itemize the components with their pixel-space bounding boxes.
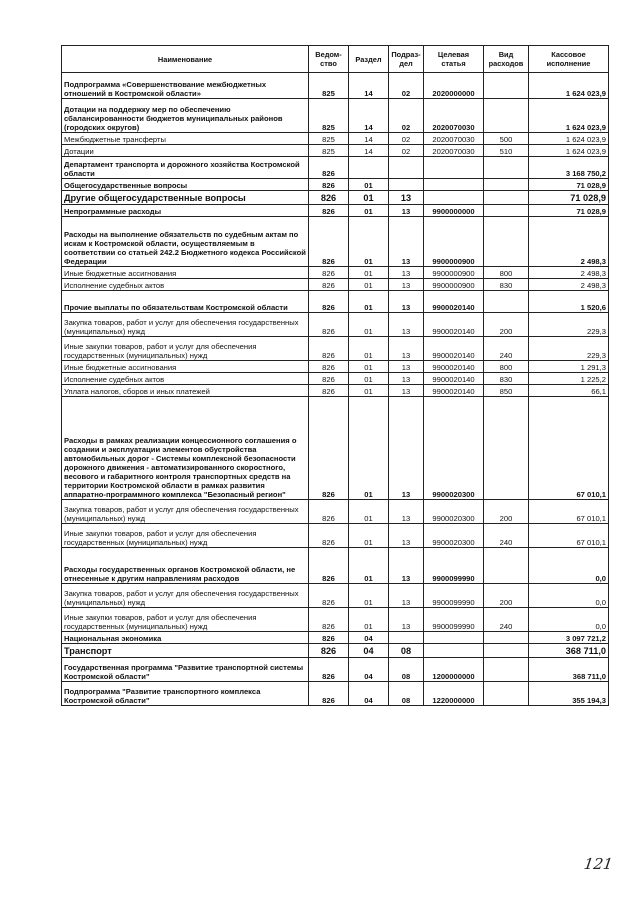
row-expense-type-cell xyxy=(484,291,529,313)
row-section-cell: 01 xyxy=(349,267,389,279)
row-name-cell: Иные бюджетные ассигнования xyxy=(62,361,309,373)
row-name-cell: Непрограммные расходы xyxy=(62,205,309,217)
row-target-article-cell: 9900020300 xyxy=(424,397,484,500)
row-amount-cell: 71 028,9 xyxy=(529,191,609,205)
row-name-cell: Общегосударственные вопросы xyxy=(62,179,309,191)
row-expense-type-cell: 510 xyxy=(484,145,529,157)
row-name-cell: Уплата налогов, сборов и иных платежей xyxy=(62,385,309,397)
row-department-cell: 826 xyxy=(309,584,349,608)
row-name-cell: Расходы государственных органов Костромской области, не отнесенные к другим направлениям расходов xyxy=(62,548,309,584)
row-subsection-cell: 13 xyxy=(389,279,424,291)
row-expense-type-cell xyxy=(484,179,529,191)
row-section-cell: 01 xyxy=(349,337,389,361)
row-amount-cell: 66,1 xyxy=(529,385,609,397)
row-name-cell: Другие общегосударственные вопросы xyxy=(62,191,309,205)
row-department-cell: 826 xyxy=(309,373,349,385)
row-amount-cell: 1 520,6 xyxy=(529,291,609,313)
row-target-article-cell: 9900099990 xyxy=(424,548,484,584)
table-row xyxy=(62,205,609,217)
row-department-cell: 826 xyxy=(309,361,349,373)
row-expense-type-cell: 200 xyxy=(484,584,529,608)
row-name-cell: Дотации xyxy=(62,145,309,157)
row-name-cell: Расходы в рамках реализации концессионного соглашения о создании и эксплуатации элементов обустройства автомобильных дорог - Системы комплексной безопасности дорожного движения - автоматизированного скоростного, весового и габаритного контроля транспортных средств на территории Костромской области в рамках развития аппаратно-программного комплекса "Безопасный регион" xyxy=(62,397,309,500)
table-row xyxy=(62,632,609,644)
row-target-article-cell: 2020070030 xyxy=(424,145,484,157)
row-subsection-cell xyxy=(389,179,424,191)
row-department-cell: 826 xyxy=(309,191,349,205)
row-subsection-cell: 13 xyxy=(389,291,424,313)
row-target-article-cell: 9900000900 xyxy=(424,217,484,267)
row-subsection-cell: 02 xyxy=(389,99,424,133)
row-department-cell: 826 xyxy=(309,291,349,313)
row-section-cell: 01 xyxy=(349,584,389,608)
header-section: Раздел xyxy=(349,46,389,73)
row-department-cell: 826 xyxy=(309,179,349,191)
row-amount-cell: 0,0 xyxy=(529,584,609,608)
table-row xyxy=(62,313,609,337)
row-target-article-cell xyxy=(424,157,484,179)
row-target-article-cell: 9900000900 xyxy=(424,279,484,291)
row-name-cell: Транспорт xyxy=(62,644,309,658)
row-department-cell: 826 xyxy=(309,337,349,361)
row-expense-type-cell: 200 xyxy=(484,313,529,337)
table-row xyxy=(62,337,609,361)
row-name-cell: Исполнение судебных актов xyxy=(62,373,309,385)
row-department-cell: 826 xyxy=(309,608,349,632)
table-row xyxy=(62,548,609,584)
row-expense-type-cell: 830 xyxy=(484,279,529,291)
row-target-article-cell: 1200000000 xyxy=(424,658,484,682)
row-section-cell: 01 xyxy=(349,397,389,500)
row-subsection-cell: 13 xyxy=(389,217,424,267)
row-subsection-cell: 08 xyxy=(389,682,424,706)
row-name-cell: Государственная программа "Развитие транспортной системы Костромской области" xyxy=(62,658,309,682)
row-target-article-cell: 9900020300 xyxy=(424,500,484,524)
table-row xyxy=(62,373,609,385)
row-target-article-cell xyxy=(424,632,484,644)
row-amount-cell: 71 028,9 xyxy=(529,179,609,191)
row-expense-type-cell xyxy=(484,548,529,584)
row-section-cell: 01 xyxy=(349,291,389,313)
row-expense-type-cell xyxy=(484,658,529,682)
row-section-cell: 01 xyxy=(349,373,389,385)
row-name-cell: Департамент транспорта и дорожного хозяйства Костромской области xyxy=(62,157,309,179)
row-target-article-cell xyxy=(424,179,484,191)
row-name-cell: Иные закупки товаров, работ и услуг для обеспечения государственных (муниципальных) нужд xyxy=(62,524,309,548)
row-subsection-cell: 08 xyxy=(389,658,424,682)
row-department-cell: 826 xyxy=(309,157,349,179)
row-expense-type-cell: 240 xyxy=(484,337,529,361)
row-expense-type-cell: 800 xyxy=(484,267,529,279)
row-department-cell: 826 xyxy=(309,267,349,279)
row-amount-cell: 368 711,0 xyxy=(529,644,609,658)
row-expense-type-cell: 830 xyxy=(484,373,529,385)
row-name-cell: Прочие выплаты по обязательствам Костромской области xyxy=(62,291,309,313)
row-amount-cell: 2 498,3 xyxy=(529,267,609,279)
row-name-cell: Расходы на выполнение обязательств по судебным актам по искам к Костромской области, осуществляемым в соответствии со статьей 242.2 Бюджетного кодекса Российской Федерации xyxy=(62,217,309,267)
row-target-article-cell: 9900000000 xyxy=(424,205,484,217)
row-section-cell: 04 xyxy=(349,644,389,658)
row-section-cell: 01 xyxy=(349,313,389,337)
row-amount-cell: 1 624 023,9 xyxy=(529,133,609,145)
row-amount-cell: 229,3 xyxy=(529,337,609,361)
row-section-cell: 01 xyxy=(349,179,389,191)
row-target-article-cell: 2020070030 xyxy=(424,133,484,145)
row-target-article-cell: 9900020140 xyxy=(424,291,484,313)
row-expense-type-cell: 500 xyxy=(484,133,529,145)
row-expense-type-cell: 200 xyxy=(484,500,529,524)
row-section-cell: 01 xyxy=(349,279,389,291)
table-row xyxy=(62,217,609,267)
row-department-cell: 826 xyxy=(309,548,349,584)
row-name-cell: Закупка товаров, работ и услуг для обеспечения государственных (муниципальных) нужд xyxy=(62,500,309,524)
table-row xyxy=(62,644,609,658)
row-amount-cell: 3 097 721,2 xyxy=(529,632,609,644)
row-department-cell: 826 xyxy=(309,279,349,291)
row-section-cell xyxy=(349,157,389,179)
header-expense-type: Вид расходов xyxy=(484,46,529,73)
row-department-cell: 825 xyxy=(309,99,349,133)
table-row xyxy=(62,191,609,205)
table-row xyxy=(62,73,609,99)
row-target-article-cell: 9900020140 xyxy=(424,337,484,361)
row-amount-cell: 229,3 xyxy=(529,313,609,337)
row-subsection-cell: 13 xyxy=(389,267,424,279)
row-amount-cell: 2 498,3 xyxy=(529,279,609,291)
row-expense-type-cell: 240 xyxy=(484,524,529,548)
row-department-cell: 826 xyxy=(309,500,349,524)
row-subsection-cell: 02 xyxy=(389,73,424,99)
row-subsection-cell: 13 xyxy=(389,205,424,217)
table-row xyxy=(62,608,609,632)
row-subsection-cell: 13 xyxy=(389,500,424,524)
row-subsection-cell: 02 xyxy=(389,133,424,145)
row-amount-cell: 0,0 xyxy=(529,548,609,584)
row-name-cell: Национальная экономика xyxy=(62,632,309,644)
table-row xyxy=(62,145,609,157)
row-expense-type-cell xyxy=(484,632,529,644)
row-section-cell: 01 xyxy=(349,608,389,632)
table-row xyxy=(62,267,609,279)
row-amount-cell: 368 711,0 xyxy=(529,658,609,682)
row-subsection-cell: 13 xyxy=(389,524,424,548)
row-name-cell: Подпрограмма «Совершенствование межбюджетных отношений в Костромской области» xyxy=(62,73,309,99)
row-section-cell: 14 xyxy=(349,99,389,133)
row-expense-type-cell xyxy=(484,205,529,217)
row-amount-cell: 71 028,9 xyxy=(529,205,609,217)
row-target-article-cell: 9900099990 xyxy=(424,608,484,632)
row-section-cell: 14 xyxy=(349,133,389,145)
row-department-cell: 826 xyxy=(309,658,349,682)
row-amount-cell: 1 291,3 xyxy=(529,361,609,373)
row-target-article-cell xyxy=(424,191,484,205)
row-subsection-cell: 08 xyxy=(389,644,424,658)
row-department-cell: 826 xyxy=(309,644,349,658)
row-department-cell: 826 xyxy=(309,313,349,337)
row-target-article-cell: 1220000000 xyxy=(424,682,484,706)
row-expense-type-cell xyxy=(484,217,529,267)
table-row xyxy=(62,524,609,548)
row-amount-cell: 2 498,3 xyxy=(529,217,609,267)
row-department-cell: 826 xyxy=(309,682,349,706)
row-section-cell: 04 xyxy=(349,682,389,706)
row-expense-type-cell: 850 xyxy=(484,385,529,397)
table-row xyxy=(62,291,609,313)
row-department-cell: 825 xyxy=(309,145,349,157)
table-row xyxy=(62,179,609,191)
table-row xyxy=(62,385,609,397)
row-name-cell: Иные закупки товаров, работ и услуг для обеспечения государственных (муниципальных) нужд xyxy=(62,337,309,361)
row-amount-cell: 3 168 750,2 xyxy=(529,157,609,179)
row-subsection-cell: 13 xyxy=(389,361,424,373)
row-target-article-cell: 9900020140 xyxy=(424,373,484,385)
row-name-cell: Закупка товаров, работ и услуг для обеспечения государственных (муниципальных) нужд xyxy=(62,313,309,337)
row-department-cell: 825 xyxy=(309,73,349,99)
row-section-cell: 01 xyxy=(349,524,389,548)
header-row xyxy=(62,46,609,73)
row-section-cell: 01 xyxy=(349,361,389,373)
row-subsection-cell: 02 xyxy=(389,145,424,157)
row-name-cell: Иные бюджетные ассигнования xyxy=(62,267,309,279)
table-row xyxy=(62,500,609,524)
row-subsection-cell: 13 xyxy=(389,385,424,397)
header-target-article: Целевая статья xyxy=(424,46,484,73)
table-row xyxy=(62,361,609,373)
row-expense-type-cell: 800 xyxy=(484,361,529,373)
row-subsection-cell: 13 xyxy=(389,397,424,500)
header-cash-execution: Кассовое исполнение xyxy=(529,46,609,73)
row-target-article-cell: 9900099990 xyxy=(424,584,484,608)
row-section-cell: 01 xyxy=(349,385,389,397)
row-section-cell: 04 xyxy=(349,632,389,644)
row-department-cell: 826 xyxy=(309,632,349,644)
table-body xyxy=(62,73,609,706)
header-subsection: Подраз-дел xyxy=(389,46,424,73)
header-name: Наименование xyxy=(62,46,309,73)
row-expense-type-cell xyxy=(484,644,529,658)
row-section-cell: 04 xyxy=(349,658,389,682)
row-target-article-cell xyxy=(424,644,484,658)
row-expense-type-cell: 240 xyxy=(484,608,529,632)
row-amount-cell: 1 225,2 xyxy=(529,373,609,385)
budget-sheet xyxy=(61,45,608,706)
row-subsection-cell: 13 xyxy=(389,548,424,584)
row-name-cell: Исполнение судебных актов xyxy=(62,279,309,291)
table-row xyxy=(62,99,609,133)
table-row xyxy=(62,397,609,500)
row-expense-type-cell xyxy=(484,191,529,205)
row-expense-type-cell xyxy=(484,397,529,500)
table-row xyxy=(62,279,609,291)
table-row xyxy=(62,658,609,682)
row-target-article-cell: 9900020140 xyxy=(424,385,484,397)
budget-table xyxy=(61,45,609,706)
row-subsection-cell xyxy=(389,632,424,644)
row-subsection-cell: 13 xyxy=(389,313,424,337)
row-department-cell: 826 xyxy=(309,385,349,397)
row-section-cell: 14 xyxy=(349,145,389,157)
row-name-cell: Закупка товаров, работ и услуг для обеспечения государственных (муниципальных) нужд xyxy=(62,584,309,608)
row-department-cell: 826 xyxy=(309,397,349,500)
row-section-cell: 01 xyxy=(349,191,389,205)
row-target-article-cell: 2020000000 xyxy=(424,73,484,99)
row-target-article-cell: 9900020140 xyxy=(424,361,484,373)
table-row xyxy=(62,133,609,145)
row-amount-cell: 67 010,1 xyxy=(529,524,609,548)
row-subsection-cell: 13 xyxy=(389,373,424,385)
table-row xyxy=(62,584,609,608)
row-amount-cell: 0,0 xyxy=(529,608,609,632)
row-section-cell: 01 xyxy=(349,500,389,524)
row-amount-cell: 1 624 023,9 xyxy=(529,73,609,99)
row-expense-type-cell xyxy=(484,682,529,706)
row-name-cell: Подпрограмма "Развитие транспортного комплекса Костромской области" xyxy=(62,682,309,706)
row-department-cell: 826 xyxy=(309,205,349,217)
row-amount-cell: 67 010,1 xyxy=(529,500,609,524)
row-expense-type-cell xyxy=(484,157,529,179)
row-section-cell: 01 xyxy=(349,217,389,267)
row-target-article-cell: 9900020140 xyxy=(424,313,484,337)
row-subsection-cell: 13 xyxy=(389,584,424,608)
row-name-cell: Межбюджетные трансферты xyxy=(62,133,309,145)
row-section-cell: 14 xyxy=(349,73,389,99)
table-row xyxy=(62,682,609,706)
row-subsection-cell: 13 xyxy=(389,608,424,632)
row-department-cell: 825 xyxy=(309,133,349,145)
row-target-article-cell: 9900000900 xyxy=(424,267,484,279)
row-amount-cell: 1 624 023,9 xyxy=(529,145,609,157)
row-section-cell: 01 xyxy=(349,205,389,217)
page-number: 121 xyxy=(582,855,614,873)
header-department: Ведом-ство xyxy=(309,46,349,73)
row-section-cell: 01 xyxy=(349,548,389,584)
row-subsection-cell: 13 xyxy=(389,191,424,205)
row-amount-cell: 67 010,1 xyxy=(529,397,609,500)
table-row xyxy=(62,157,609,179)
row-expense-type-cell xyxy=(484,73,529,99)
row-subsection-cell: 13 xyxy=(389,337,424,361)
row-expense-type-cell xyxy=(484,99,529,133)
row-name-cell: Дотации на поддержку мер по обеспечению сбалансированности бюджетов муниципальных районов (городских округов) xyxy=(62,99,309,133)
row-department-cell: 826 xyxy=(309,217,349,267)
row-amount-cell: 355 194,3 xyxy=(529,682,609,706)
row-target-article-cell: 9900020300 xyxy=(424,524,484,548)
row-subsection-cell xyxy=(389,157,424,179)
row-department-cell: 826 xyxy=(309,524,349,548)
row-target-article-cell: 2020070030 xyxy=(424,99,484,133)
row-amount-cell: 1 624 023,9 xyxy=(529,99,609,133)
row-name-cell: Иные закупки товаров, работ и услуг для обеспечения государственных (муниципальных) нужд xyxy=(62,608,309,632)
